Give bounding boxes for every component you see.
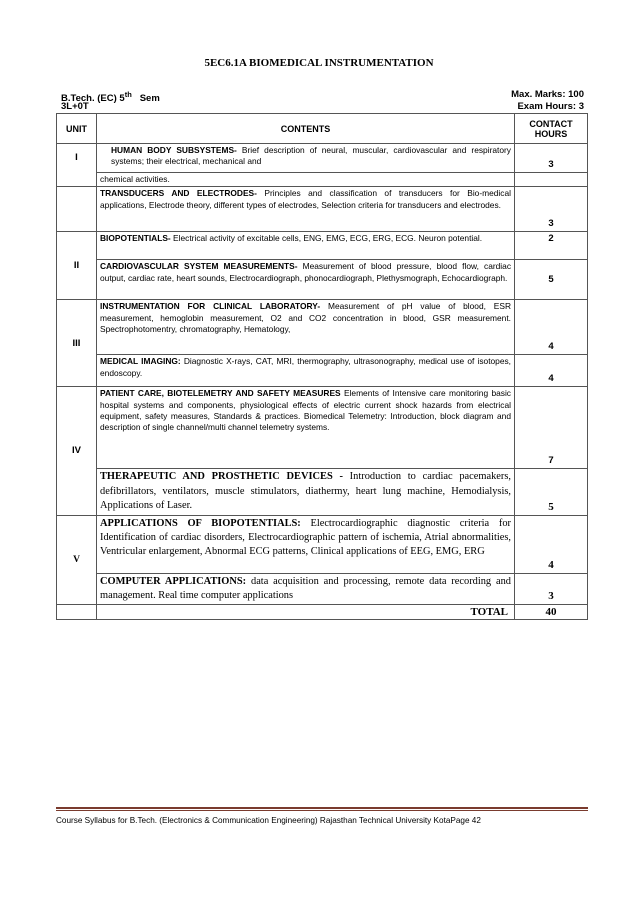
topic-text: Brief description of neural, muscular, cardiovascular and respiratory systems; their electrical, mechanical and	[111, 145, 511, 167]
unit-label: V	[57, 515, 97, 605]
total-row	[57, 605, 588, 620]
topic-title: TRANSDUCERS AND ELECTRODES-	[100, 188, 257, 199]
topic-cell	[97, 573, 515, 605]
topic-title: COMPUTER APPLICATIONS:	[100, 575, 247, 587]
topic-cell	[97, 515, 515, 573]
table-row	[57, 573, 588, 605]
table-row	[57, 260, 588, 300]
hours-cell: 5	[515, 469, 588, 515]
topic-text: Electrical activity of excitable cells, ENG, EMG, ECG, ERG, ECG. Neuron potential.	[170, 233, 483, 244]
topic-text: data acquisition and processing, remote data recording and management. Real time computer applications	[100, 575, 511, 601]
topic-text: Measurement of blood pressure, blood flow, cardiac output, cardiac rate, heart sounds, Electrocardiograph, phonocardiograph, Plethysmograph, Echocardiograph.	[100, 261, 512, 283]
table-row	[57, 144, 588, 173]
hours-cell: 7	[515, 387, 588, 469]
table-row	[57, 300, 588, 355]
topic-title: THERAPEUTIC AND PROSTHETIC DEVICES -	[100, 471, 343, 483]
topic-cell	[97, 232, 515, 260]
topic-cell	[97, 173, 515, 187]
topic-title: HUMAN BODY SUBSYSTEMS-	[111, 145, 237, 155]
hours-cell	[515, 173, 588, 187]
table-row	[57, 469, 588, 515]
hours-cell: 4	[515, 300, 588, 355]
hours-cell: 3	[515, 144, 588, 173]
credits: 3L+0T	[61, 101, 89, 112]
total-blank	[57, 605, 97, 620]
topic-cell	[97, 300, 515, 355]
topic-title: BIOPOTENTIALS-	[100, 233, 171, 244]
course-title: 5EC6.1A BIOMEDICAL INSTRUMENTATION	[204, 57, 434, 69]
total-label: TOTAL	[97, 605, 515, 620]
topic-cell	[97, 260, 515, 300]
hours-cell: 3	[515, 187, 588, 232]
hours-cell: 4	[515, 515, 588, 573]
total-value: 40	[515, 605, 588, 620]
program-suffix: Sem	[139, 93, 160, 105]
unit-label: III	[57, 300, 97, 387]
program-superscript: th	[124, 90, 132, 99]
table-header-row	[57, 114, 588, 144]
topic-text: chemical activities.	[100, 174, 170, 184]
topic-text: Measurement of pH value of blood, ESR measurement, hemoglobin measurement, O2 and CO2 concentration in blood, GSR measurement. Spectrophotomentry, chromatography, Hematology,	[100, 301, 511, 334]
table-row	[57, 355, 588, 387]
syllabus-table	[56, 113, 588, 620]
program-prefix: B.Tech. (EC) 5	[61, 93, 125, 105]
max-marks: Max. Marks: 100	[511, 89, 584, 100]
table-row	[57, 173, 588, 187]
footer-rule-thin	[56, 810, 588, 811]
header-contents: CONTENTS	[97, 114, 515, 144]
topic-cell	[97, 355, 515, 387]
unit-label	[57, 187, 97, 232]
topic-title: MEDICAL IMAGING:	[100, 356, 181, 367]
unit-label: IV	[57, 387, 97, 515]
exam-hours: Exam Hours: 3	[517, 101, 584, 112]
topic-cell	[97, 387, 515, 469]
topic-title: PATIENT CARE, BIOTELEMETRY AND SAFETY MEASURES	[100, 388, 341, 399]
topic-cell	[97, 144, 515, 173]
topic-text: Electrocardiographic diagnostic criteria for Identification of cardiac disorders, Electrocardiographic pattern of ischemia, Atrial abnormalities, Ventricular enlargement, Abnormal ECG patterns, Clinical applications of EEG, EMG, ERG	[100, 517, 512, 558]
topic-text: Introduction to cardiac pacemakers, defibrillators, ventilators, muscle stimulators, diathermy, heart lung machine, Hemodialysis, Applications of Laser.	[100, 471, 511, 512]
topic-cell	[97, 187, 515, 232]
table-row	[57, 187, 588, 232]
header-unit: UNIT	[57, 114, 97, 144]
table-row	[57, 515, 588, 573]
unit-label: II	[57, 232, 97, 300]
table-row	[57, 387, 588, 469]
page-footer: Course Syllabus for B.Tech. (Electronics & Communication Engineering) Rajasthan Technical University KotaPage 42	[56, 816, 481, 825]
header-hours: CONTACT HOURS	[515, 114, 588, 144]
topic-text: Elements of Intensive care monitoring basic hospital systems and components, physiological effects of electric current shock hazards from electrical equipment, safety measures, Standards & practices. Biomedical Telemetry: Introduction, block diagram and description of single channel/multi channel telemetry systems.	[100, 388, 511, 433]
topic-title: CARDIOVASCULAR SYSTEM MEASUREMENTS-	[100, 261, 298, 272]
topic-text: Principles and classification of transducers for Bio-medical applications, Electrode theory, different types of electrodes, Selection criteria for transducers and electrodes.	[100, 188, 511, 210]
topic-title: APPLICATIONS OF BIOPOTENTIALS:	[100, 517, 301, 529]
hours-cell: 5	[515, 260, 588, 300]
hours-cell: 2	[515, 232, 588, 260]
table-row	[57, 232, 588, 260]
topic-cell	[97, 469, 515, 515]
unit-label: I	[57, 144, 97, 187]
hours-cell: 4	[515, 355, 588, 387]
topic-text: Diagnostic X-rays, CAT, MRI, thermography, ultrasonography, medical use of isotopes, endoscopy.	[100, 356, 512, 378]
topic-title: INSTRUMENTATION FOR CLINICAL LABORATORY-	[100, 301, 321, 312]
footer-rule	[56, 807, 588, 809]
hours-cell: 3	[515, 573, 588, 605]
